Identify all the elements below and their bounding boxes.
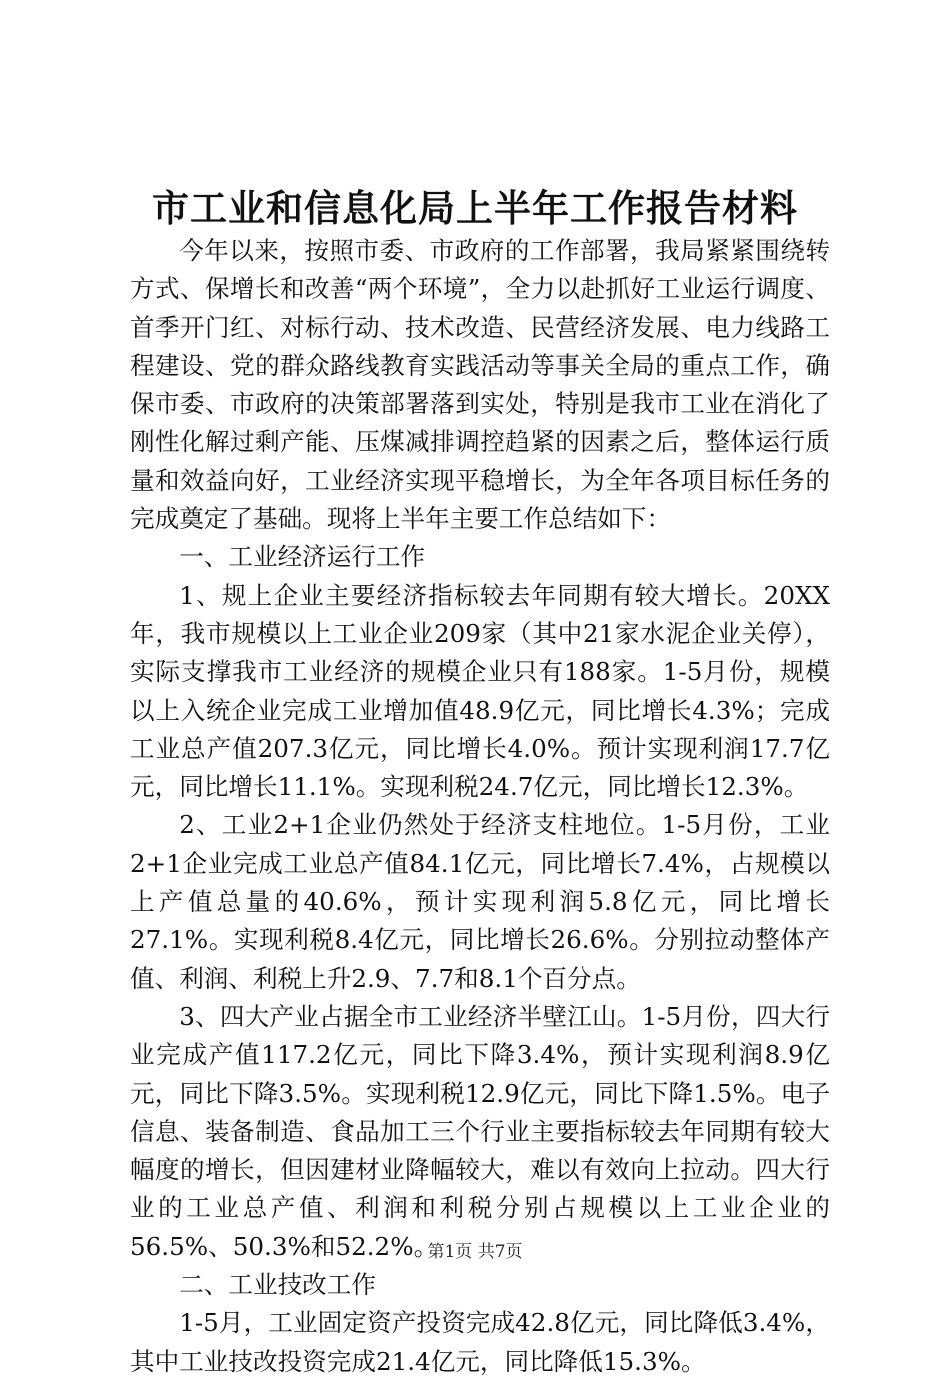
paragraph-technical-upgrade: 1-5月，工业固定资产投资完成42.8亿元，同比降低3.4%，其中工业技改投资完成21.4亿元，同比降低15.3%。 <box>130 1308 830 1376</box>
intro-paragraph: 今年以来，按照市委、市政府的工作部署，我局紧紧围绕转方式、保增长和改善“两个环境”，全力以赴抓好工业运行调度、首季开门红、对标行动、技术改造、民营经济发展、电力线路工程建设、党的群众路线教育实践活动等事关全局的重点工作，确保市委、市政府的决策部署落到实处，特别是我市工业在消化了刚性化解过剩产能、压煤减排调控趋紧的因素之后，整体运行质量和效益向好，工业经济实现平稳增长，为全年各项目标任务的完成奠定了基础。现将上半年主要工作总结如下： <box>130 236 830 534</box>
document-title: 市工业和信息化局上半年工作报告材料 <box>152 186 798 230</box>
page-number-footer: 第1页 共7页 <box>427 1242 523 1262</box>
section-heading-industrial-economy: 一、工业经济运行工作 <box>179 542 426 572</box>
paragraph-item-1: 1、规上企业主要经济指标较去年同期有较大增长。20XX年，我市规模以上工业企业209家（其中21家水泥企业关停），实际支撑我市工业经济的规模企业只有188家。1-5月份，规模以上入统企业完成工业增加值48.9亿元，同比增长4.3%；完成工业总产值207.3亿元，同比增长4.0%。预计实现利润17.7亿元，同比增长11.1%。实现利税24.7亿元，同比增长12.3%。 <box>130 580 830 802</box>
section-heading-technical-upgrade: 二、工业技改工作 <box>179 1270 376 1300</box>
paragraph-item-2: 2、工业2+1企业仍然处于经济支柱地位。1-5月份，工业2+1企业完成工业总产值84.1亿元，同比增长7.4%，占规模以上产值总量的40.6%，预计实现利润5.8亿元，同比增长27.1%。实现利税8.4亿元，同比增长26.6%。分别拉动整体产值、利润、利税上升2.9、7.7和8.1个百分点。 <box>130 810 830 993</box>
paragraph-item-3: 3、四大产业占据全市工业经济半壁江山。1-5月份，四大行业完成产值117.2亿元，同比下降3.4%，预计实现利润8.9亿元，同比下降3.5%。实现利税12.9亿元，同比下降1.5%。电子信息、装备制造、食品加工三个行业主要指标较去年同期有较大幅度的增长，但因建材业降幅较大，难以有效向上拉动。四大行业的工业总产值、利润和利税分别占规模以上工业企业的56.5%、50.3%和52.2%。 <box>130 1001 830 1261</box>
document-body <box>130 232 830 1381</box>
